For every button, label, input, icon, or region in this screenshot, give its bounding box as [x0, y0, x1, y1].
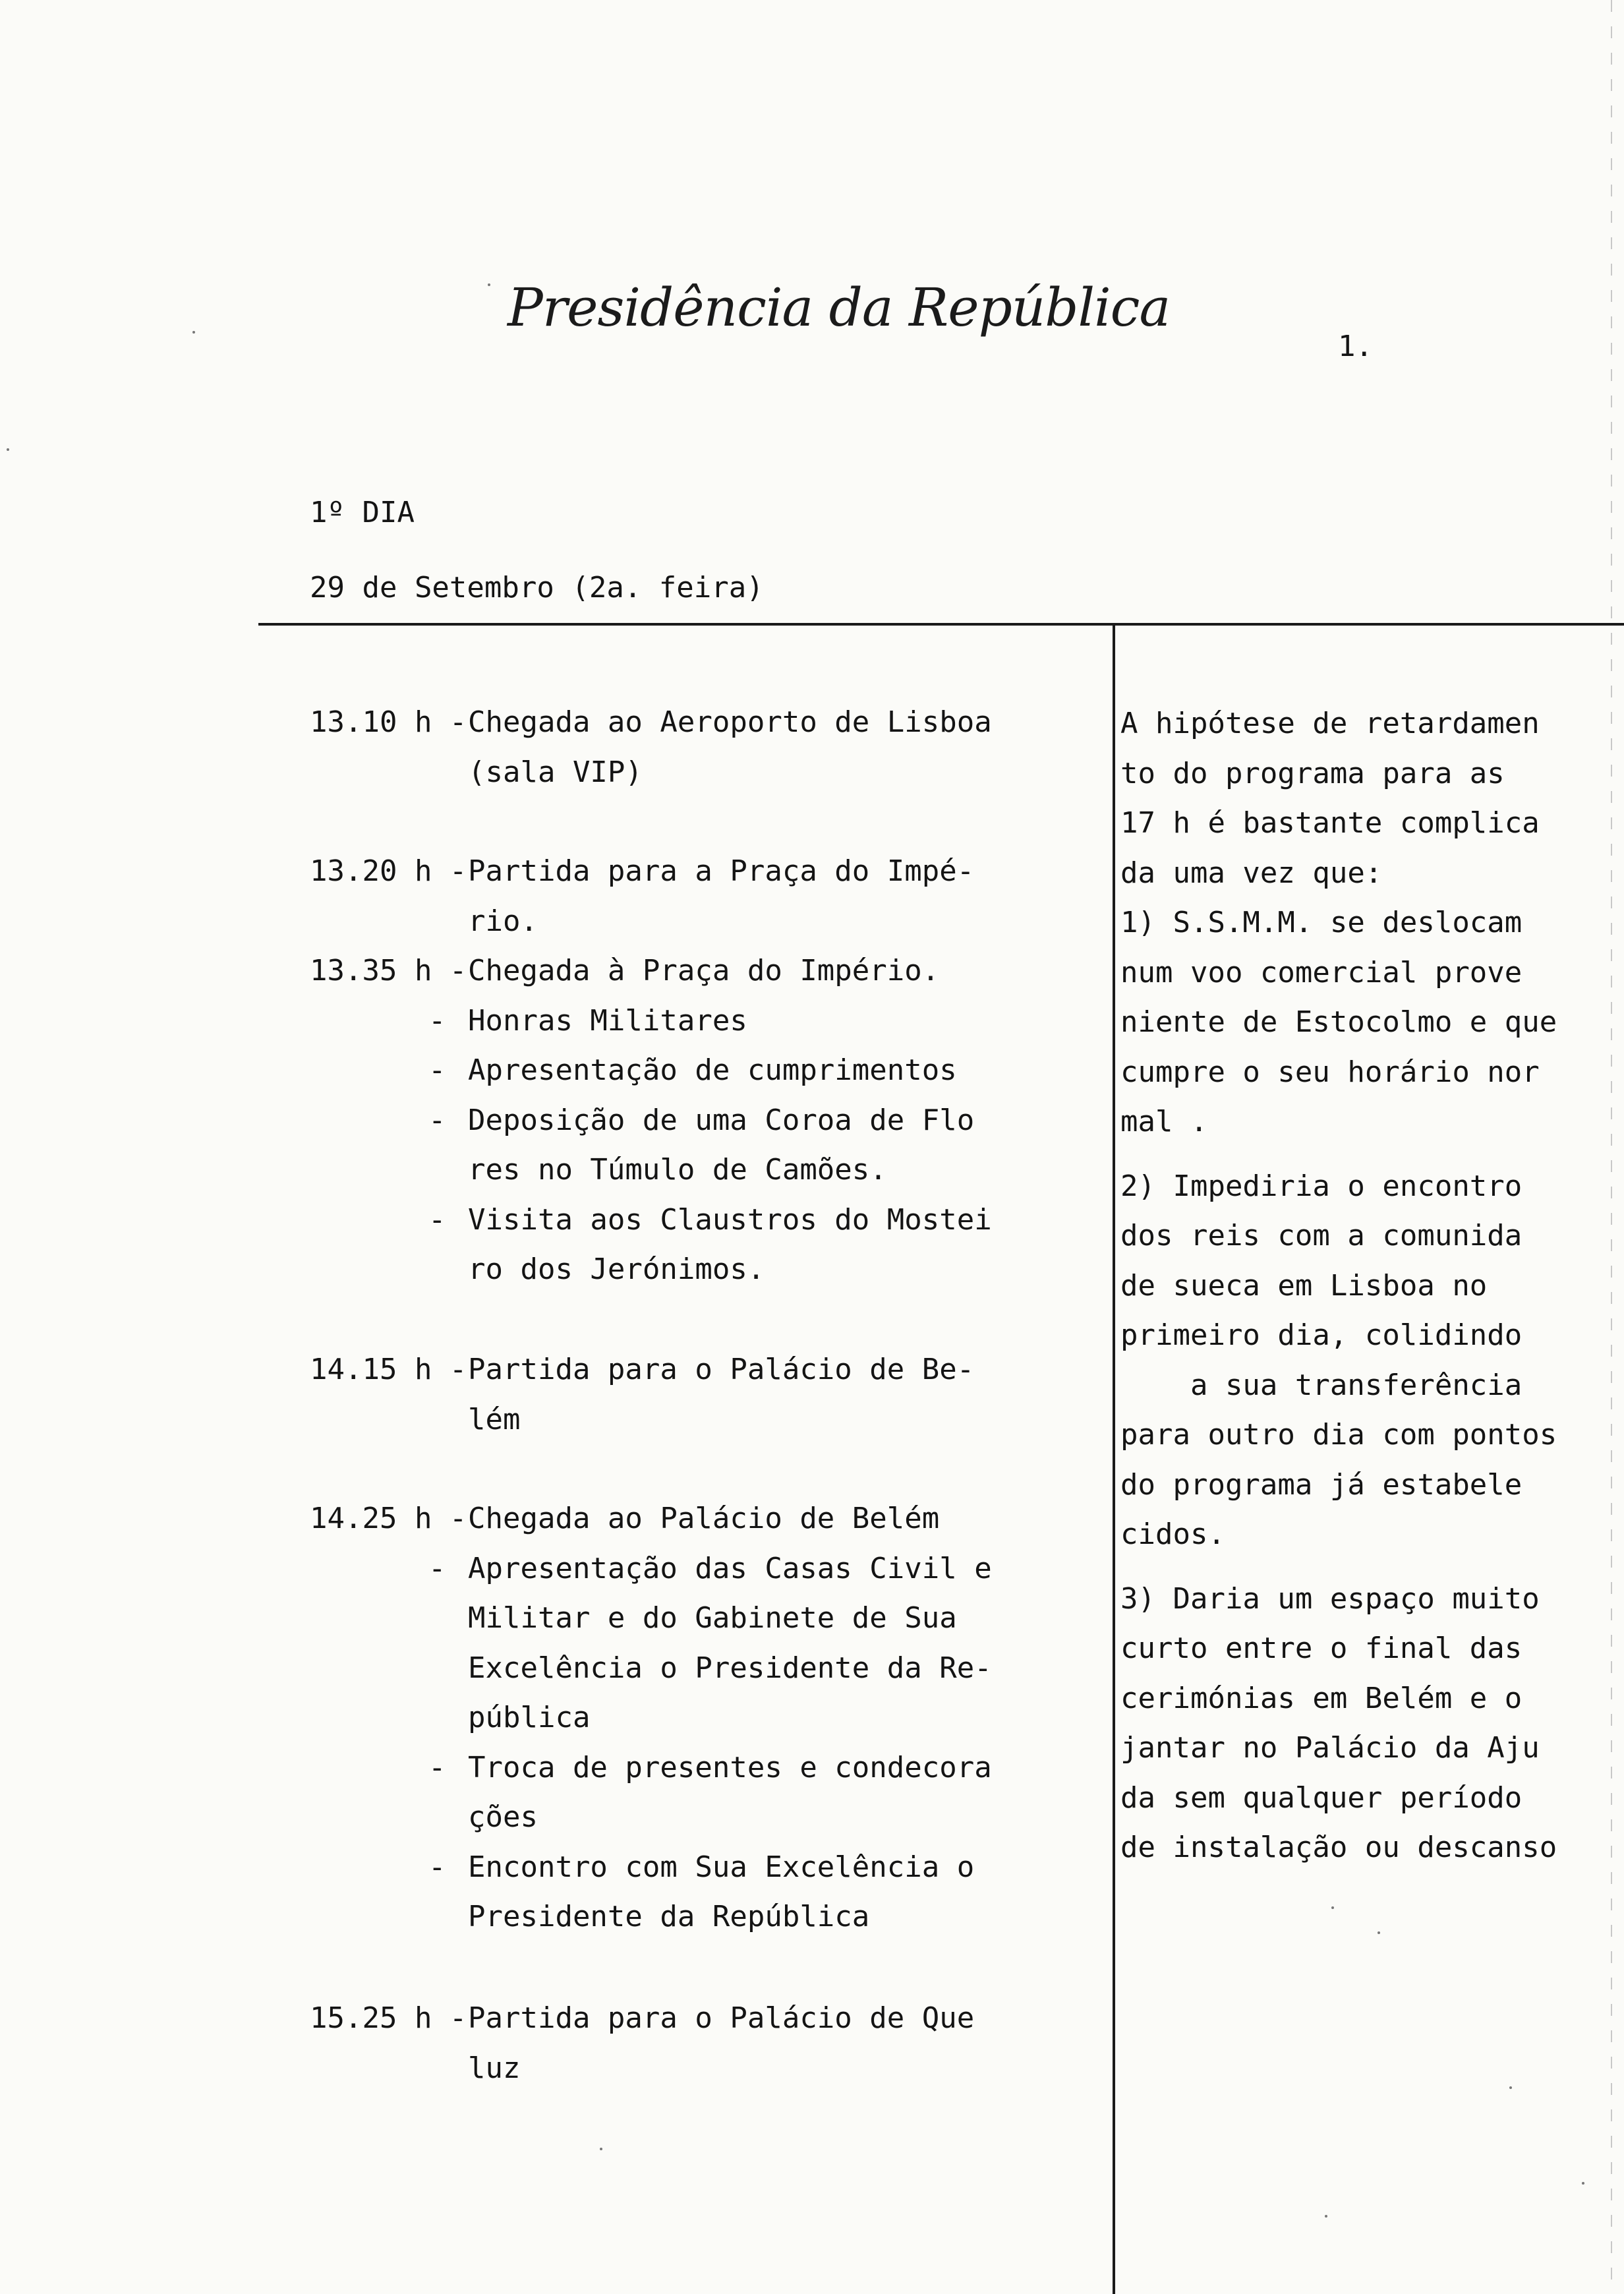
schedule-line	[310, 2044, 521, 2094]
entry-text: Partida para o Palácio de Be-	[468, 1353, 975, 1386]
scan-speck	[1378, 1931, 1380, 1934]
bullet-dash: -	[428, 1750, 446, 1784]
schedule-line	[310, 1892, 870, 1942]
entry-text: res no Túmulo de Camões.	[468, 1153, 887, 1187]
scan-speck	[192, 331, 195, 334]
schedule-entry	[310, 1993, 975, 2093]
entry-text: Presidente da República	[468, 1900, 870, 1933]
schedule-line	[310, 946, 940, 996]
note-line: de sueca em Lisboa no	[1120, 1268, 1488, 1303]
note-line: 3) Daria um espaço muito	[1120, 1581, 1540, 1616]
page-edge	[1611, 0, 1612, 2294]
schedule-entry	[310, 946, 992, 1295]
entry-time: 14.15 h -	[310, 1353, 467, 1386]
entry-text: ro dos Jerónimos.	[468, 1252, 765, 1286]
note-line: da sem qualquer período	[1120, 1780, 1522, 1815]
scan-speck	[7, 448, 9, 451]
note-line: A hipótese de retardamen	[1120, 707, 1540, 740]
scan-speck	[1509, 2086, 1512, 2089]
note-line: da uma vez que:	[1120, 856, 1383, 890]
paragraph-gap	[1120, 1147, 1611, 1162]
day-heading: 1º DIA	[310, 496, 415, 529]
schedule-entry	[310, 1345, 975, 1444]
paragraph-gap	[1120, 1560, 1611, 1574]
entry-text: Militar e do Gabinete de Sua	[468, 1601, 957, 1635]
entry-text: Apresentação de cumprimentos	[468, 1053, 957, 1087]
entry-text: Encontro com Sua Excelência o	[468, 1850, 975, 1884]
schedule-line	[310, 748, 643, 798]
bullet-dash: -	[428, 1003, 446, 1038]
entry-text: lém	[468, 1402, 521, 1436]
schedule-line	[310, 1993, 975, 2044]
schedule-entry	[310, 1494, 992, 1942]
schedule-line	[310, 1345, 975, 1395]
entry-text: Chegada ao Aeroporto de Lisboa	[468, 705, 992, 739]
entry-text: luz	[468, 2051, 521, 2085]
schedule-line	[310, 1245, 765, 1295]
entry-text: Partida para o Palácio de Que	[468, 2001, 975, 2035]
note-line: 1) S.S.M.M. se deslocam	[1120, 906, 1522, 939]
note-line: 2) Impediria o encontro	[1120, 1169, 1522, 1203]
entry-text: ções	[468, 1800, 538, 1834]
schedule-line	[310, 1494, 940, 1544]
page-number: 1.	[1338, 330, 1373, 363]
note-line: curto entre o final das	[1120, 1632, 1522, 1665]
entry-text: (sala VIP)	[468, 755, 643, 789]
entry-text: Visita aos Claustros do Mostei	[468, 1202, 992, 1237]
scan-speck	[488, 283, 490, 286]
note-line: para outro dia com pontos	[1120, 1418, 1557, 1452]
schedule-line	[310, 1395, 521, 1445]
schedule-line	[310, 1743, 992, 1793]
note-line: to do programa para as	[1120, 756, 1505, 790]
schedule-line	[310, 996, 747, 1046]
entry-text: Chegada ao Palácio de Belém	[468, 1502, 940, 1535]
letterhead: Presidência da República	[508, 277, 1171, 338]
schedule-line	[310, 1693, 591, 1743]
schedule-line	[310, 1643, 992, 1693]
entry-text: rio.	[468, 904, 538, 938]
scan-speck	[1325, 2215, 1327, 2218]
bullet-dash: -	[428, 1551, 446, 1585]
entry-time: 15.25 h -	[310, 2001, 467, 2035]
entry-text: Partida para a Praça do Impé-	[468, 854, 975, 888]
entry-time: 13.20 h -	[310, 854, 467, 888]
entry-text: Deposição de uma Coroa de Flo	[468, 1103, 975, 1137]
note-paragraph	[1120, 699, 1611, 1147]
date-heading: 29 de Setembro (2a. feira)	[310, 571, 764, 604]
schedule-line	[310, 697, 992, 748]
bullet-dash: -	[428, 1103, 446, 1137]
note-line: dos reis com a comunida	[1120, 1219, 1522, 1252]
schedule-line	[310, 846, 975, 897]
note-line: cidos.	[1120, 1517, 1225, 1551]
note-line: cumpre o seu horário nor	[1120, 1055, 1540, 1089]
note-line: 17 h é bastante complica	[1120, 806, 1540, 840]
note-line: de instalação ou descanso	[1120, 1831, 1557, 1864]
note-line: mal .	[1120, 1105, 1208, 1138]
entry-time: 13.35 h -	[310, 954, 467, 987]
bullet-dash: -	[428, 1053, 446, 1087]
notes-column	[1120, 699, 1611, 1873]
entry-text: Excelência o Presidente da Re-	[468, 1651, 992, 1685]
bullet-dash: -	[428, 1850, 446, 1884]
scan-speck	[600, 2148, 602, 2150]
entry-text: Troca de presentes e condecora	[468, 1750, 992, 1784]
note-line: niente de Estocolmo e que	[1120, 1005, 1557, 1039]
schedule-line	[310, 1195, 992, 1245]
horizontal-rule	[258, 623, 1624, 626]
schedule-line	[310, 1593, 957, 1643]
entry-text: pública	[468, 1701, 591, 1734]
note-line: primeiro dia, colidindo	[1120, 1318, 1522, 1352]
schedule-entry	[310, 697, 992, 797]
column-divider	[1113, 624, 1115, 2294]
schedule-line	[310, 1096, 975, 1146]
scan-speck	[1331, 1906, 1334, 1909]
entry-time: 14.25 h -	[310, 1502, 467, 1535]
bullet-dash: -	[428, 1202, 446, 1237]
schedule-line	[310, 897, 538, 947]
note-paragraph	[1120, 1574, 1611, 1873]
entry-time: 13.10 h -	[310, 705, 467, 739]
schedule-line	[310, 1145, 887, 1195]
scan-speck	[1582, 2182, 1584, 2185]
schedule-line	[310, 1842, 975, 1893]
schedule-line	[310, 1544, 992, 1594]
schedule-line	[310, 1792, 538, 1842]
schedule-line	[310, 1045, 957, 1096]
note-paragraph	[1120, 1162, 1611, 1560]
entry-text: Honras Militares	[468, 1003, 747, 1038]
schedule-entry	[310, 846, 975, 946]
note-line: do programa já estabele	[1120, 1467, 1522, 1502]
entry-text: Apresentação das Casas Civil e	[468, 1551, 992, 1585]
note-line: cerimónias em Belém e o	[1120, 1681, 1522, 1715]
note-line: jantar no Palácio da Aju	[1120, 1731, 1540, 1765]
entry-text: Chegada à Praça do Império.	[468, 954, 940, 987]
note-line: num voo comercial prove	[1120, 955, 1522, 989]
note-line: a sua transferência	[1120, 1368, 1522, 1402]
